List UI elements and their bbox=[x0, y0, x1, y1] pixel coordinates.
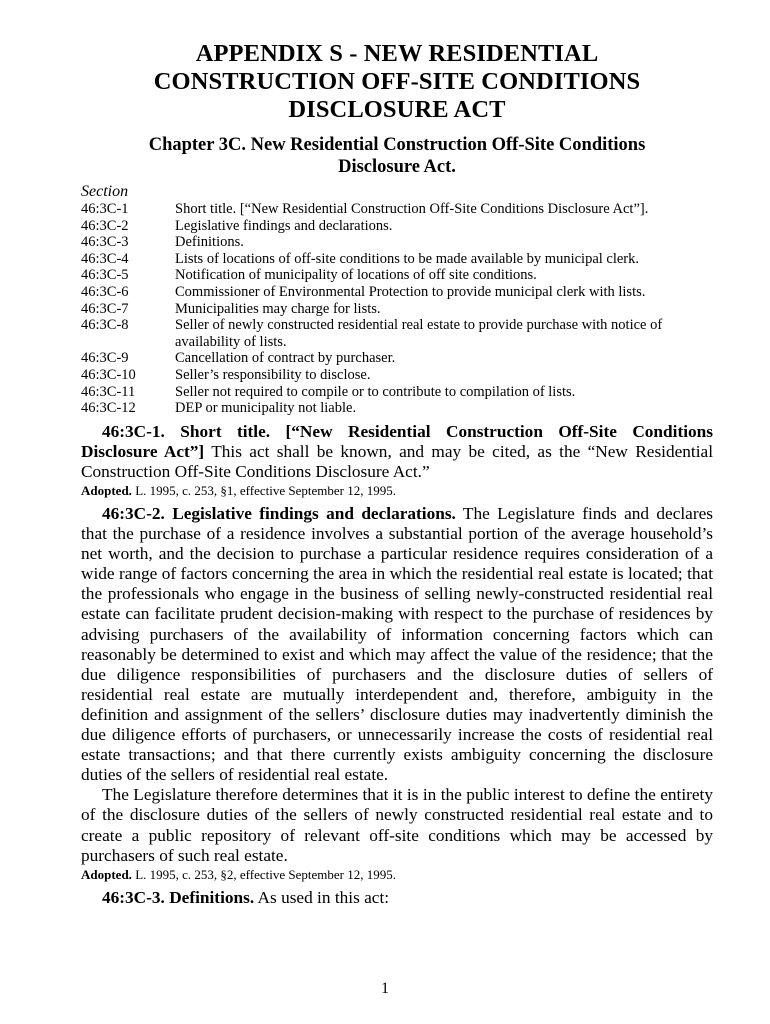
section-3-text: As used in this act: bbox=[254, 887, 390, 907]
toc-row bbox=[81, 234, 713, 251]
toc-title: Commissioner of Environmental Protection to provide municipal clerk with lists. bbox=[175, 283, 646, 300]
toc-row bbox=[81, 251, 713, 268]
section-label: Section bbox=[81, 183, 129, 200]
toc-title: DEP or municipality not liable. bbox=[175, 400, 357, 417]
toc-title: Definitions. bbox=[175, 234, 244, 251]
adopted-label: Adopted. bbox=[81, 483, 132, 498]
appendix-title bbox=[61, 40, 733, 124]
toc-row bbox=[81, 267, 713, 284]
toc-number: 46:3C-7 bbox=[81, 300, 129, 317]
toc-row bbox=[81, 384, 713, 401]
toc-row bbox=[81, 367, 713, 384]
section-1-paragraph bbox=[81, 422, 713, 482]
adopted-text: L. 1995, c. 253, §2, effective September 12, 1995. bbox=[131, 866, 396, 882]
adopted-label: Adopted. bbox=[81, 866, 132, 882]
toc-title: Notification of municipality of locations of off site conditions. bbox=[175, 267, 537, 284]
toc-number: 46:3C-1 bbox=[81, 201, 129, 217]
section-3-heading: 46:3C-3. Definitions. bbox=[102, 887, 255, 907]
toc-row bbox=[81, 301, 713, 318]
toc-number: 46:3C-8 bbox=[81, 317, 129, 334]
toc-number: 46:3C-5 bbox=[81, 267, 129, 284]
toc-row bbox=[81, 317, 713, 350]
chapter-line: Chapter 3C. New Residential Construction Off-Site Conditions bbox=[148, 135, 646, 155]
toc-row bbox=[81, 350, 713, 367]
section-2-adopted bbox=[81, 867, 713, 882]
chapter-line: Disclosure Act. bbox=[338, 157, 456, 177]
page-number: 1 bbox=[381, 980, 389, 997]
toc-number: 46:3C-2 bbox=[81, 217, 129, 234]
adopted-text: L. 1995, c. 253, §1, effective September 12, 1995. bbox=[131, 483, 396, 498]
toc-title: Seller not required to compile or to contribute to compilation of lists. bbox=[175, 383, 576, 400]
chapter-heading bbox=[101, 134, 693, 178]
toc-number: 46:3C-4 bbox=[81, 250, 129, 267]
toc-number: 46:3C-3 bbox=[81, 234, 129, 251]
section-2-text: The Legislature finds and declares that the purchase of a residence involves a substantial portion of the average household’s net worth, and the decision to purchase a particular residence requires consideration of a wide range of factors concerning the area in which the residential real estate is located; that the professionals who engage in the business of selling newly-constructed residential real estate can facilitate prudent decision-making with respect to the purchase of residences by advising purchasers of the availability of information concerning factors which can reasonably be determined to exist and which may affect the value of the residence; that the due diligence responsibilities of purchasers and the disclosure duties of sellers of residential real estate are mutually interdependent and, therefore, ambiguity in the definition and assignment of the sellers’ disclosure duties may inadvertently diminish the due diligence efforts of purchasers, or unnecessarily increase the costs of residential real estate transactions; and that there currently exists ambiguity concerning the disclosure duties of the sellers of residential real estate. bbox=[81, 504, 713, 785]
toc-number: 46:3C-10 bbox=[81, 366, 136, 383]
toc-title: Lists of locations of off-site conditions to be made available by municipal clerk. bbox=[175, 250, 640, 267]
toc-title: Municipalities may charge for lists. bbox=[175, 300, 381, 317]
toc-title: Seller’s responsibility to disclose. bbox=[175, 366, 371, 383]
toc-number: 46:3C-11 bbox=[81, 383, 136, 400]
section-2-paragraph-2: The Legislature therefore determines that it is in the public interest to define the entirety of the disclosure duties of the sellers of newly constructed residential real estate and to create a public repository of relevant off-site conditions which may be accessed by purchasers of such real estate. bbox=[81, 785, 713, 865]
document-page bbox=[81, 40, 713, 908]
section-2-paragraph bbox=[81, 504, 713, 785]
toc-title: Short title. [“New Residential Construction Off-Site Conditions Disclosure Act”]. bbox=[175, 201, 649, 217]
toc-title: Legislative findings and declarations. bbox=[175, 217, 393, 234]
section-1-adopted bbox=[81, 483, 713, 498]
title-line: APPENDIX S - NEW RESIDENTIAL bbox=[195, 40, 599, 67]
toc-title: Seller of newly constructed residential real estate to provide purchase with notice of availability of lists. bbox=[175, 317, 663, 350]
toc-row bbox=[81, 201, 713, 218]
section-2-heading: 46:3C-2. Legislative findings and declarations. bbox=[102, 504, 456, 523]
section-1-text: This act shall be known, and may be cited, as the “New Residential Construction Off-Site Conditions Disclosure Act.” bbox=[81, 441, 713, 481]
title-line: CONSTRUCTION OFF-SITE CONDITIONS bbox=[153, 68, 641, 95]
table-of-contents bbox=[81, 201, 713, 417]
title-line: DISCLOSURE ACT bbox=[288, 96, 506, 123]
toc-row bbox=[81, 400, 713, 417]
section-3-paragraph bbox=[81, 888, 713, 908]
toc-title: Cancellation of contract by purchaser. bbox=[175, 350, 396, 367]
toc-number: 46:3C-9 bbox=[81, 350, 129, 367]
toc-number: 46:3C-12 bbox=[81, 400, 136, 417]
toc-number: 46:3C-6 bbox=[81, 283, 129, 300]
section-1-heading: 46:3C-1. Short title. [“New Residential Construction Off-Site Conditions Disclosure Act”] bbox=[81, 421, 713, 461]
toc-row bbox=[81, 284, 713, 301]
toc-row bbox=[81, 218, 713, 235]
